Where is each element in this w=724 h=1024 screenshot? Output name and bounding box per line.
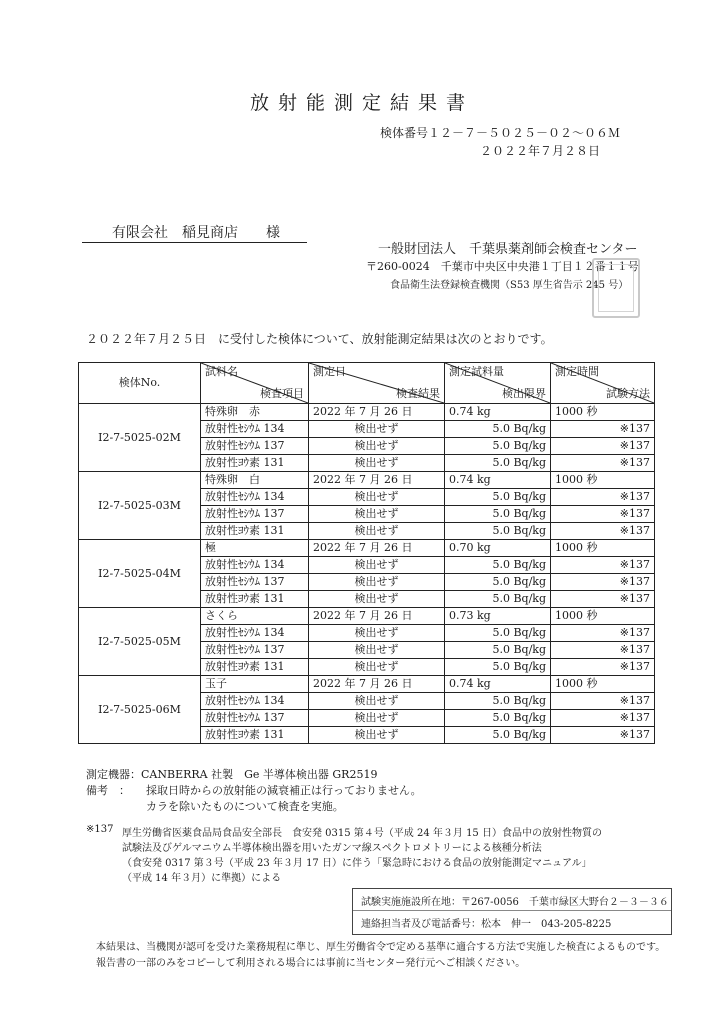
detection-limit: 5.0 Bq/kg xyxy=(445,421,551,438)
test-result: 検出せず xyxy=(309,574,445,591)
header-specimen-no: 検体No. xyxy=(79,363,201,404)
footnote-line-1: 厚生労働省医薬食品局食品安全部長 食安発 0315 第４号（平成 24 年３月 15 日）食品中の放射性物質の xyxy=(122,828,602,839)
detection-limit: 5.0 Bq/kg xyxy=(445,693,551,710)
sample-name: 特殊卵 赤 xyxy=(201,404,309,421)
footer-line-1: 本結果は、当機関が認可を受けた業務規程に準じ、厚生労働省令で定める基準に適合する方法で実施した検査によるものです。 xyxy=(96,942,666,953)
test-method: ※137 xyxy=(551,574,655,591)
test-item: 放射性ﾖｳ素 131 xyxy=(201,659,309,676)
header-test-item: 検査項目 xyxy=(260,387,304,400)
test-method: ※137 xyxy=(551,710,655,727)
test-method: ※137 xyxy=(551,591,655,608)
equipment-line xyxy=(86,766,377,782)
test-method: ※137 xyxy=(551,421,655,438)
detection-limit: 5.0 Bq/kg xyxy=(445,625,551,642)
header-measure-time: 測定時間 xyxy=(555,365,599,378)
sample-amount: 0.74 kg xyxy=(445,404,551,421)
document-title: 放射能測定結果書 xyxy=(249,92,474,114)
test-result: 検出せず xyxy=(309,557,445,574)
intro-text: ２０２２年７月２５日 に受付した検体について、放射能測定結果は次のとおりです。 xyxy=(86,332,553,346)
measure-time: 1000 秒 xyxy=(551,608,655,625)
footer-line-2: 報告書の一部のみをコピーして利用される場合には事前に当センター発行元へご相談ください。 xyxy=(96,958,526,969)
addressee xyxy=(112,222,280,242)
header-detection-limit: 検出限界 xyxy=(502,387,546,400)
table-row xyxy=(79,404,655,421)
table-row xyxy=(79,472,655,489)
test-method: ※137 xyxy=(551,693,655,710)
detection-limit: 5.0 Bq/kg xyxy=(445,659,551,676)
sample-name: 玉子 xyxy=(201,676,309,693)
measure-date: 2022 年 7 月 26 日 xyxy=(309,472,445,489)
detection-limit: 5.0 Bq/kg xyxy=(445,438,551,455)
measure-date: 2022 年 7 月 26 日 xyxy=(309,608,445,625)
header-result: 検査結果 xyxy=(396,387,440,400)
test-item: 放射性ｾｼｳﾑ 134 xyxy=(201,557,309,574)
detection-limit: 5.0 Bq/kg xyxy=(445,523,551,540)
header-measure-date: 測定日 xyxy=(313,365,346,378)
sample-name: 極 xyxy=(201,540,309,557)
test-item: 放射性ﾖｳ素 131 xyxy=(201,591,309,608)
specimen-id: I2-7-5025-04M xyxy=(79,540,201,608)
test-item: 放射性ｾｼｳﾑ 134 xyxy=(201,421,309,438)
test-result: 検出せず xyxy=(309,455,445,472)
detection-limit: 5.0 Bq/kg xyxy=(445,455,551,472)
remarks-label: 備考 ： xyxy=(86,784,130,797)
detection-limit: 5.0 Bq/kg xyxy=(445,506,551,523)
detection-limit: 5.0 Bq/kg xyxy=(445,557,551,574)
contact-box xyxy=(352,888,672,935)
footnote-line-4: （平成 14 年３月）に準拠）による xyxy=(122,873,282,884)
header-sample-amount: 測定試料量 xyxy=(449,365,504,378)
test-item: 放射性ﾖｳ素 131 xyxy=(201,727,309,744)
measure-date: 2022 年 7 月 26 日 xyxy=(309,540,445,557)
test-method: ※137 xyxy=(551,438,655,455)
contact-person: 連絡担当者及び電話番号：松本 伸一 043-205-8225 xyxy=(361,919,612,930)
test-result: 検出せず xyxy=(309,693,445,710)
test-result: 検出せず xyxy=(309,710,445,727)
table-row xyxy=(79,676,655,693)
measure-time: 1000 秒 xyxy=(551,540,655,557)
specimen-id: I2-7-5025-06M xyxy=(79,676,201,744)
test-item: 放射性ｾｼｳﾑ 134 xyxy=(201,625,309,642)
test-result: 検出せず xyxy=(309,523,445,540)
footnote-line-2: 試験法及びゲルマニウム半導体検出器を用いたガンマ線スペクトロメトリーによる核種分析法 xyxy=(122,843,542,854)
sample-amount: 0.73 kg xyxy=(445,608,551,625)
test-result: 検出せず xyxy=(309,489,445,506)
test-result: 検出せず xyxy=(309,438,445,455)
table-row xyxy=(79,540,655,557)
test-result: 検出せず xyxy=(309,506,445,523)
test-method: ※137 xyxy=(551,642,655,659)
test-result: 検出せず xyxy=(309,727,445,744)
remarks-line xyxy=(86,782,422,798)
test-item: 放射性ｾｼｳﾑ 137 xyxy=(201,506,309,523)
report-date: ２０２２年７月２８日 xyxy=(480,144,601,158)
header-date-result xyxy=(309,363,445,404)
facility-address: 試験実施施設所在地：〒267-0056 千葉市緑区大野台２－３－３６ xyxy=(361,897,669,908)
specimen-id: I2-7-5025-05M xyxy=(79,608,201,676)
sample-name: 特殊卵 白 xyxy=(201,472,309,489)
measure-date: 2022 年 7 月 26 日 xyxy=(309,676,445,693)
issuer-address: 〒260-0024 千葉市中央区中央港１丁目１２番１１号 xyxy=(366,260,639,273)
test-item: 放射性ｾｼｳﾑ 134 xyxy=(201,489,309,506)
sample-amount: 0.74 kg xyxy=(445,472,551,489)
remark-2: カラを除いたものについて検査を実施。 xyxy=(146,800,344,813)
header-time-method xyxy=(551,363,655,404)
test-item: 放射性ｾｼｳﾑ 134 xyxy=(201,693,309,710)
measure-time: 1000 秒 xyxy=(551,404,655,421)
specimen-number: 検体番号１２－７－５０２５－０２～０６Ｍ xyxy=(380,126,621,140)
test-method: ※137 xyxy=(551,557,655,574)
test-result: 検出せず xyxy=(309,642,445,659)
addressee-underline xyxy=(82,242,307,243)
sample-name: さくら xyxy=(201,608,309,625)
equipment-value: CANBERRA 社製 Ge 半導体検出器 GR2519 xyxy=(141,768,378,781)
specimen-id: I2-7-5025-02M xyxy=(79,404,201,472)
test-result: 検出せず xyxy=(309,421,445,438)
detection-limit: 5.0 Bq/kg xyxy=(445,727,551,744)
test-method: ※137 xyxy=(551,727,655,744)
addressee-name: 有限会社 稲見商店 様 xyxy=(112,225,280,241)
detection-limit: 5.0 Bq/kg xyxy=(445,591,551,608)
test-method: ※137 xyxy=(551,625,655,642)
equipment-label: 測定機器： xyxy=(86,768,141,781)
header-test-method: 試験方法 xyxy=(606,387,650,400)
detection-limit: 5.0 Bq/kg xyxy=(445,710,551,727)
test-item: 放射性ｾｼｳﾑ 137 xyxy=(201,438,309,455)
measure-date: 2022 年 7 月 26 日 xyxy=(309,404,445,421)
detection-limit: 5.0 Bq/kg xyxy=(445,574,551,591)
test-method: ※137 xyxy=(551,523,655,540)
test-method: ※137 xyxy=(551,506,655,523)
header-sample-item xyxy=(201,363,309,404)
specimen-id: I2-7-5025-03M xyxy=(79,472,201,540)
measure-time: 1000 秒 xyxy=(551,676,655,693)
test-item: 放射性ｾｼｳﾑ 137 xyxy=(201,710,309,727)
table-row xyxy=(79,608,655,625)
remark-1: 採取日時からの放射能の減衰補正は行っておりません。 xyxy=(146,784,422,797)
header-sample-name: 試料名 xyxy=(205,365,238,378)
seal-stamp xyxy=(592,258,640,318)
test-item: 放射性ﾖｳ素 131 xyxy=(201,455,309,472)
test-item: 放射性ｾｼｳﾑ 137 xyxy=(201,574,309,591)
test-method: ※137 xyxy=(551,659,655,676)
detection-limit: 5.0 Bq/kg xyxy=(445,489,551,506)
results-table xyxy=(78,362,655,744)
issuer-name: 一般財団法人 千葉県薬剤師会検査センター xyxy=(378,242,638,257)
footnote-line-3: （食安発 0317 第３号（平成 23 年３月 17 日）に伴う「緊急時における食品の放射能測定マニュアル」 xyxy=(122,858,592,869)
test-method: ※137 xyxy=(551,455,655,472)
test-result: 検出せず xyxy=(309,591,445,608)
measure-time: 1000 秒 xyxy=(551,472,655,489)
header-amount-limit xyxy=(445,363,551,404)
footnote-mark: ※137 xyxy=(86,824,114,835)
detection-limit: 5.0 Bq/kg xyxy=(445,642,551,659)
test-item: 放射性ｾｼｳﾑ 137 xyxy=(201,642,309,659)
sample-amount: 0.70 kg xyxy=(445,540,551,557)
test-method: ※137 xyxy=(551,489,655,506)
sample-amount: 0.74 kg xyxy=(445,676,551,693)
test-result: 検出せず xyxy=(309,659,445,676)
test-item: 放射性ﾖｳ素 131 xyxy=(201,523,309,540)
test-result: 検出せず xyxy=(309,625,445,642)
issuer-registration: 食品衛生法登録検査機関（S53 厚生省告示 245 号） xyxy=(390,280,629,291)
